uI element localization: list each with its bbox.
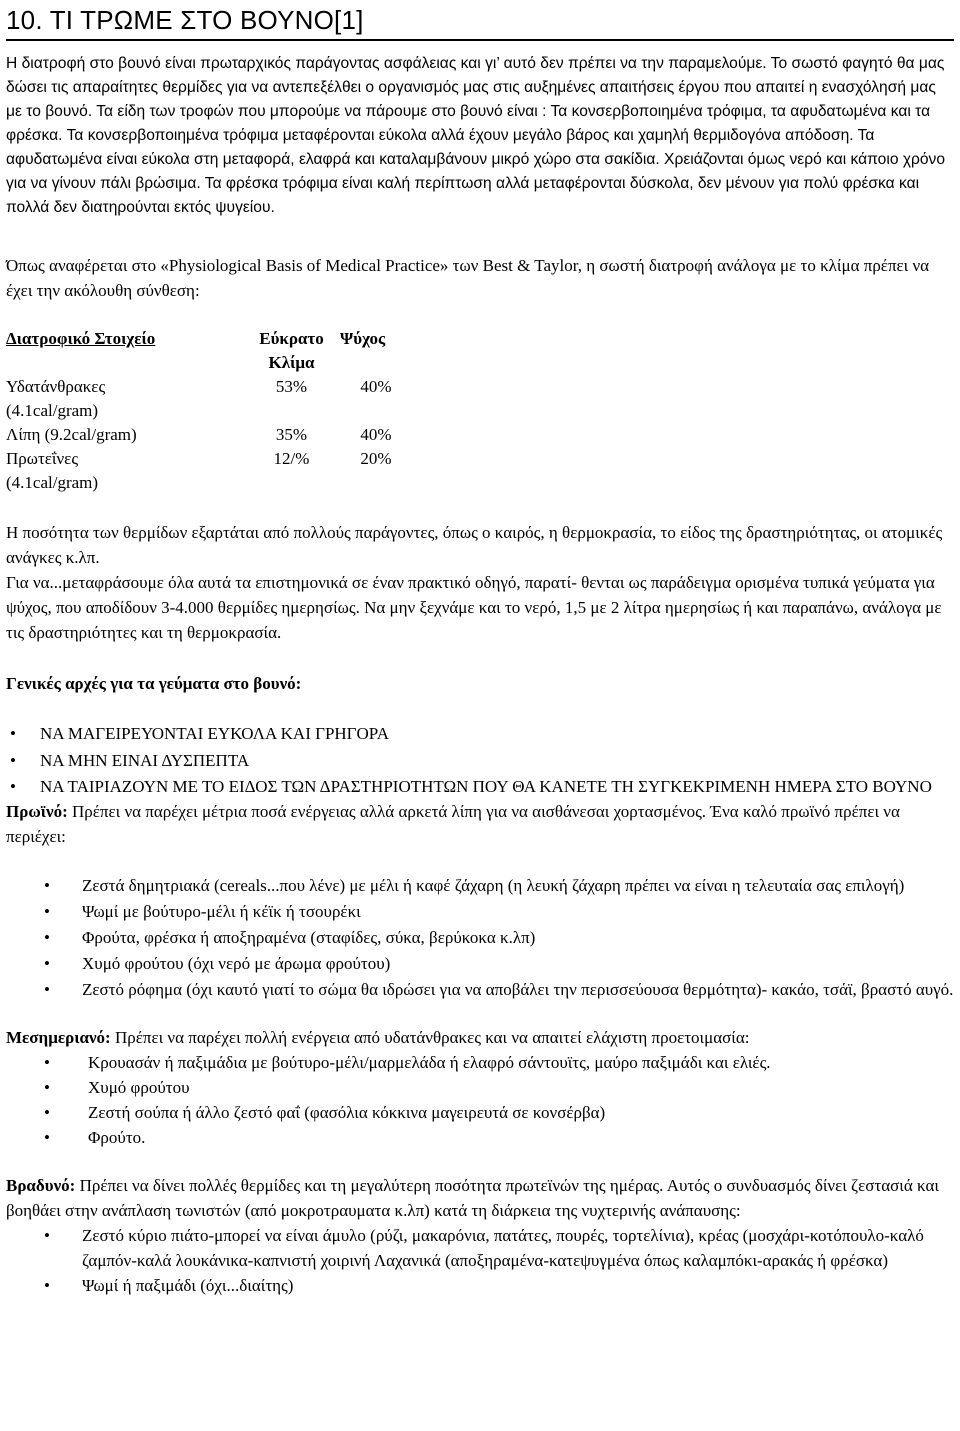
table-cell-name: Λίπη (9.2cal/gram) [6, 425, 137, 444]
table-header-cold: Ψύχος [340, 329, 386, 348]
lunch-label: Μεσημεριανό: [6, 1028, 111, 1047]
dinner-text: Πρέπει να δίνει πολλές θερμίδες και τη μεγαλύτερη ποσότητα πρωτεϊνών της ημέρας. Αυτός ο συνδυασμός δίνει ζεστασιά και βοηθάει στην ανάπλαση τωνιστών (από μοκροτραυματα κ.λπ) κατά τη διάρκεια της νυχτερινής ανάπαυσης: [6, 1176, 939, 1220]
bullet-icon: • [44, 1078, 50, 1097]
table-row [6, 447, 412, 471]
list-item: • Ζεστά δημητριακά (cereals...που λένε) με μέλι ή καφέ ζάχαρη (η λευκή ζάχαρη πρέπει να είναι η τελευταία σας επιλογή) [6, 873, 954, 898]
table-row [6, 423, 412, 447]
table-row-note [6, 471, 412, 495]
lunch-list [6, 1050, 954, 1150]
bullet-icon: • [44, 902, 50, 921]
bullet-icon: • [10, 751, 16, 770]
table-cell-name: Υδατάνθρακες [6, 377, 106, 396]
bullet-icon: • [10, 777, 16, 796]
breakfast-label: Πρωϊνό: [6, 802, 68, 821]
lunch-text: Πρέπει να παρέχει πολλή ενέργεια από υδατάνθρακες και να απαιτεί ελάχιστη προετοιμασία: [110, 1028, 750, 1047]
table-cell-cold: 40% [360, 425, 392, 444]
list-item: • Ζεστό κύριο πιάτο-μπορεί να είναι άμυλο (ρύζι, μακαρόνια, πατάτες, πουρές, τορτελίνια), κρέας (μοσχάρι-κοτόπουλο-καλό ζαμπόν-καλά λουκάνικα-καπνιστή χοιρινή Λαχανικά (αποξηραμένα-κατεψυγμένα όπως καλαμπόκι-αρακάς ή φρέσκα) [6, 1223, 954, 1273]
table-header-element: Διατροφικό Στοιχείο [6, 329, 156, 348]
calories-paragraph: Η ποσότητα των θερμίδων εξαρτάται από πολλούς παράγοντες, όπως ο καιρός, η θερμοκρασία, το είδος της δραστηριότητας, οι ατομικές ανάγκες κ.λπ. [6, 523, 943, 567]
table-row-note [6, 399, 412, 423]
table-cell-note: (4.1cal/gram) [6, 473, 99, 492]
table-cell-temperate: 53% [275, 377, 308, 396]
page-title: 10. ΤΙ ΤΡΩΜΕ ΣΤΟ ΒΟΥΝΟ[1] [6, 3, 954, 41]
bullet-icon: • [44, 876, 50, 895]
intro-paragraph: Η διατροφή στο βουνό είναι πρωταρχικός παράγοντας ασφάλειας και γι’ αυτό δεν πρέπει να την παραμελούμε. Το σωστό φαγητό θα μας δώσει τις απαραίτητες θερμίδες για να αντεπεξέλθει ο οργανισμός μας στις αυξημένες απαιτήσεις έργου που απαιτεί η ενασχόλησή μας με το βουνό. Τα είδη των τροφών που μπορούμε να πάρουμε στο βουνό είναι : Τα κονσερβοποιημένα τρόφιμα, τα αφυδατωμένα και τα φρέσκα. Τα κονσερβοποιημένα τρόφιμα μεταφέρονται εύκολα αλλά έχουν μεγάλο βάρος και χαμηλή θερμιδογόνα απόδοση. Τα αφυδατωμένα είναι εύκολα στη μεταφορά, ελαφρά και καταλαμβάνουν μικρό χώρο στα σακίδια. Χρειάζονται όμως νερό και κάποιο χρόνο για να γίνουν πάλι βρώσιμα. Τα φρέσκα τρόφιμα είναι καλή περίπτωση αλλά μεταφέρονται δύσκολα, δεν μένουν για πολύ φρέσκα και πολλά δεν διατηρούνται εκτός ψυγείου. [6, 55, 946, 216]
dinner-label: Βραδυνό: [6, 1176, 76, 1195]
list-item: • Ψωμί ή παξιμάδι (όχι...διαίτης) [6, 1273, 954, 1298]
dinner-list [6, 1223, 954, 1298]
bullet-icon: • [44, 1276, 50, 1295]
table-header-temperate: Εύκρατο Κλίμα [259, 329, 324, 372]
table-cell-cold: 20% [360, 449, 392, 468]
bullet-icon: • [10, 724, 16, 743]
table-row [6, 375, 412, 399]
best-taylor-paragraph: Όπως αναφέρεται στο «Physiological Basis of Medical Practice» των Best & Taylor, η σωστή διατροφή ανάλογα με το κλίμα πρέπει να έχει την ακόλουθη σύνθεση: [6, 256, 930, 300]
breakfast-text: Πρέπει να παρέχει μέτρια ποσά ενέργειας αλλά αρκετά λίπη για να αισθάνεσαι χορτασμένος. Ένα καλό πρωϊνό πρέπει να περιέχει: [6, 802, 900, 846]
list-item: • Ζεστό ρόφημα (όχι καυτό γιατί το σώμα θα ιδρώσει για να αποβάλει την περισσεύουσα θερμότητα)- κακάο, τσάϊ, βραστό αυγό. [6, 977, 954, 1002]
list-item: • Χυμό φρούτου [6, 1075, 954, 1100]
bullet-icon: • [44, 1053, 50, 1072]
table-cell-name: Πρωτεΐνες [6, 449, 79, 468]
practical-guide-paragraph: Για να...μεταφράσουμε όλα αυτά τα επιστημονικά σε έναν πρακτικό οδηγό, παρατί- θενται ως παράδειγμα ορισμένα τυπικά γεύματα για ψύχος, που αποδίδουν 3-4.000 θερμίδες ημερησίως. Να μην ξεχνάμε και το νερό, 1,5 με 2 λίτρα ημερησίως ή και παραπάνω, ανάλογα με τις δραστηριότητες και τη θερμοκρασία. [6, 573, 942, 642]
bullet-icon: • [44, 1128, 50, 1147]
principles-heading: Γενικές αρχές για τα γεύματα στο βουνό: [6, 674, 302, 693]
table-cell-note: (4.1cal/gram) [6, 401, 99, 420]
nutrition-table [6, 327, 412, 495]
list-item: • Ζεστή σούπα ή άλλο ζεστό φαΐ (φασόλια κόκκινα μαγειρευτά σε κονσέρβα) [6, 1100, 954, 1125]
table-cell-temperate: 35% [275, 425, 308, 444]
list-item: • Φρούτο. [6, 1125, 954, 1150]
principles-list [6, 720, 954, 799]
lunch-paragraph [6, 1025, 954, 1050]
bullet-icon: • [44, 1226, 50, 1245]
document-page [6, 0, 954, 1298]
list-item: • ΝΑ ΜΑΓΕΙΡΕΥΟΝΤΑΙ ΕΥΚΟΛΑ ΚΑΙ ΓΡΗΓΟΡΑ [6, 720, 954, 747]
breakfast-list [6, 873, 954, 1002]
breakfast-paragraph [6, 799, 954, 849]
list-item: • ΝΑ ΤΑΙΡΙΑΖΟΥΝ ΜΕ ΤΟ ΕΙΔΟΣ ΤΩΝ ΔΡΑΣΤΗΡΙΟΤΗΤΩΝ ΠΟΥ ΘΑ ΚΑΝΕΤΕ ΤΗ ΣΥΓΚΕΚΡΙΜΕΝΗ ΗΜΕΡΑ ΣΤΟ ΒΟΥΝΟ [6, 774, 954, 799]
list-item: • Φρούτα, φρέσκα ή αποξηραμένα (σταφίδες, σύκα, βερύκοκα κ.λπ) [6, 925, 954, 950]
bullet-icon: • [44, 928, 50, 947]
list-item: • Χυμό φρούτου (όχι νερό με άρωμα φρούτου) [6, 951, 954, 976]
list-item: • ΝΑ ΜΗΝ ΕΙΝΑΙ ΔΥΣΠΕΠΤΑ [6, 747, 954, 774]
bullet-icon: • [44, 1103, 50, 1122]
dinner-paragraph [6, 1173, 954, 1223]
list-item: • Κρουασάν ή παξιμάδια με βούτυρο-μέλι/μαρμελάδα ή ελαφρό σάντουϊτς, μαύρο παξιμάδι και ελιές. [6, 1050, 954, 1075]
table-cell-cold: 40% [360, 377, 392, 396]
bullet-icon: • [44, 954, 50, 973]
table-cell-temperate: 12/% [273, 449, 310, 468]
list-item: • Ψωμί με βούτυρο-μέλι ή κέϊκ ή τσουρέκι [6, 899, 954, 924]
table-header-row [6, 327, 412, 375]
bullet-icon: • [44, 980, 50, 999]
